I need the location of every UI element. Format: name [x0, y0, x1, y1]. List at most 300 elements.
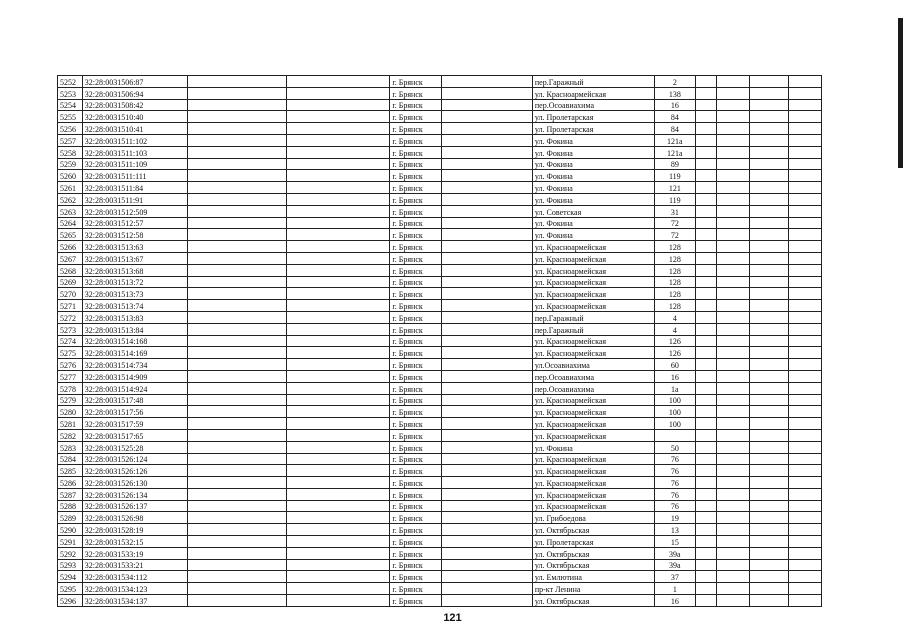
empty-cell [695, 595, 716, 607]
street-cell: ул. Фокина [532, 158, 654, 170]
street-cell: пер.Осоавиахима [532, 370, 654, 382]
page-number: 121 [443, 612, 462, 624]
empty-cell [287, 87, 390, 99]
cadastral-number-cell: 32:28:0031514:909 [82, 370, 187, 382]
house-number-cell: 126 [654, 335, 695, 347]
empty-cell [749, 182, 788, 194]
street-cell: ул. Пролетарская [532, 111, 654, 123]
empty-cell [695, 158, 716, 170]
empty-cell [749, 359, 788, 371]
empty-cell [695, 583, 716, 595]
empty-cell [716, 241, 749, 253]
empty-cell [287, 217, 390, 229]
row-number-cell: 5254 [58, 99, 83, 111]
empty-cell [695, 359, 716, 371]
empty-cell [788, 217, 821, 229]
empty-cell [749, 370, 788, 382]
empty-cell [287, 264, 390, 276]
row-number-cell: 5294 [58, 571, 83, 583]
empty-cell [716, 536, 749, 548]
empty-cell [788, 524, 821, 536]
cadastral-number-cell: 32:28:0031511:109 [82, 158, 187, 170]
empty-cell [442, 76, 533, 88]
empty-cell [716, 123, 749, 135]
empty-cell [716, 182, 749, 194]
city-cell: г. Брянск [390, 335, 442, 347]
street-cell: ул. Фокина [532, 170, 654, 182]
table-row [58, 252, 822, 264]
house-number-cell: 89 [654, 158, 695, 170]
empty-cell [695, 347, 716, 359]
table-row [58, 524, 822, 536]
table-body [58, 76, 822, 607]
empty-cell [287, 465, 390, 477]
empty-cell [188, 335, 287, 347]
empty-cell [695, 488, 716, 500]
city-cell: г. Брянск [390, 595, 442, 607]
empty-cell [442, 311, 533, 323]
empty-cell [749, 418, 788, 430]
empty-cell [749, 276, 788, 288]
city-cell: г. Брянск [390, 394, 442, 406]
empty-cell [788, 335, 821, 347]
empty-cell [287, 241, 390, 253]
house-number-cell: 19 [654, 512, 695, 524]
street-cell: ул. Красноармейская [532, 477, 654, 489]
city-cell: г. Брянск [390, 146, 442, 158]
empty-cell [442, 524, 533, 536]
house-number-cell: 2 [654, 76, 695, 88]
table-row [58, 488, 822, 500]
row-number-cell: 5269 [58, 276, 83, 288]
cadastral-number-cell: 32:28:0031511:103 [82, 146, 187, 158]
empty-cell [188, 76, 287, 88]
empty-cell [749, 87, 788, 99]
empty-cell [442, 547, 533, 559]
empty-cell [442, 87, 533, 99]
cadastral-number-cell: 32:28:0031526:124 [82, 453, 187, 465]
house-number-cell: 84 [654, 111, 695, 123]
empty-cell [749, 300, 788, 312]
row-number-cell: 5265 [58, 229, 83, 241]
empty-cell [788, 453, 821, 465]
empty-cell [287, 335, 390, 347]
empty-cell [442, 370, 533, 382]
cadastral-number-cell: 32:28:0031511:102 [82, 134, 187, 146]
house-number-cell: 1а [654, 382, 695, 394]
table-row [58, 182, 822, 194]
empty-cell [788, 323, 821, 335]
table-row [58, 87, 822, 99]
street-cell: ул. Октябрьская [532, 524, 654, 536]
street-cell: ул. Октябрьская [532, 547, 654, 559]
empty-cell [695, 311, 716, 323]
empty-cell [695, 76, 716, 88]
row-number-cell: 5257 [58, 134, 83, 146]
empty-cell [442, 276, 533, 288]
empty-cell [788, 87, 821, 99]
empty-cell [749, 335, 788, 347]
table-row [58, 583, 822, 595]
table-row [58, 311, 822, 323]
street-cell: ул. Грибоедова [532, 512, 654, 524]
empty-cell [695, 323, 716, 335]
empty-cell [788, 382, 821, 394]
street-cell: ул. Фокина [532, 441, 654, 453]
cadastral-number-cell: 32:28:0031517:59 [82, 418, 187, 430]
empty-cell [188, 300, 287, 312]
table-row [58, 359, 822, 371]
house-number-cell: 16 [654, 370, 695, 382]
house-number-cell: 50 [654, 441, 695, 453]
cadastral-number-cell: 32:28:0031517:65 [82, 429, 187, 441]
empty-cell [716, 252, 749, 264]
street-cell: ул. Красноармейская [532, 465, 654, 477]
empty-cell [188, 288, 287, 300]
city-cell: г. Брянск [390, 465, 442, 477]
empty-cell [442, 323, 533, 335]
city-cell: г. Брянск [390, 323, 442, 335]
cadastral-number-cell: 32:28:0031510:40 [82, 111, 187, 123]
empty-cell [287, 311, 390, 323]
empty-cell [788, 111, 821, 123]
empty-cell [287, 429, 390, 441]
street-cell: ул. Красноармейская [532, 288, 654, 300]
house-number-cell: 16 [654, 595, 695, 607]
empty-cell [749, 99, 788, 111]
empty-cell [788, 347, 821, 359]
empty-cell [749, 229, 788, 241]
empty-cell [749, 252, 788, 264]
row-number-cell: 5252 [58, 76, 83, 88]
row-number-cell: 5263 [58, 205, 83, 217]
empty-cell [695, 335, 716, 347]
house-number-cell: 72 [654, 229, 695, 241]
empty-cell [788, 512, 821, 524]
city-cell: г. Брянск [390, 158, 442, 170]
empty-cell [188, 182, 287, 194]
cadastral-number-cell: 32:28:0031506:87 [82, 76, 187, 88]
row-number-cell: 5259 [58, 158, 83, 170]
empty-cell [716, 418, 749, 430]
empty-cell [749, 205, 788, 217]
row-number-cell: 5260 [58, 170, 83, 182]
row-number-cell: 5286 [58, 477, 83, 489]
empty-cell [788, 134, 821, 146]
empty-cell [788, 300, 821, 312]
street-cell: ул.Осоавиахима [532, 359, 654, 371]
empty-cell [287, 382, 390, 394]
empty-cell [695, 571, 716, 583]
city-cell: г. Брянск [390, 536, 442, 548]
row-number-cell: 5290 [58, 524, 83, 536]
empty-cell [716, 170, 749, 182]
empty-cell [188, 559, 287, 571]
city-cell: г. Брянск [390, 134, 442, 146]
empty-cell [695, 536, 716, 548]
table-row [58, 276, 822, 288]
cadastral-number-cell: 32:28:0031512:57 [82, 217, 187, 229]
empty-cell [287, 488, 390, 500]
empty-cell [442, 111, 533, 123]
empty-cell [788, 441, 821, 453]
street-cell: ул. Фокина [532, 182, 654, 194]
empty-cell [188, 477, 287, 489]
table-row [58, 146, 822, 158]
empty-cell [749, 488, 788, 500]
empty-cell [188, 205, 287, 217]
empty-cell [749, 158, 788, 170]
row-number-cell: 5279 [58, 394, 83, 406]
empty-cell [188, 217, 287, 229]
empty-cell [695, 406, 716, 418]
house-number-cell: 1 [654, 583, 695, 595]
city-cell: г. Брянск [390, 382, 442, 394]
empty-cell [716, 500, 749, 512]
table-row [58, 477, 822, 489]
street-cell: пр-кт Ленина [532, 583, 654, 595]
table-row [58, 370, 822, 382]
cadastral-number-cell: 32:28:0031534:123 [82, 583, 187, 595]
empty-cell [788, 146, 821, 158]
table-row [58, 288, 822, 300]
empty-cell [695, 477, 716, 489]
empty-cell [188, 429, 287, 441]
row-number-cell: 5268 [58, 264, 83, 276]
empty-cell [716, 465, 749, 477]
cadastral-number-cell: 32:28:0031513:63 [82, 241, 187, 253]
house-number-cell: 128 [654, 300, 695, 312]
empty-cell [788, 418, 821, 430]
empty-cell [442, 382, 533, 394]
empty-cell [442, 99, 533, 111]
empty-cell [716, 382, 749, 394]
street-cell: ул. Красноармейская [532, 429, 654, 441]
empty-cell [695, 465, 716, 477]
table-row [58, 536, 822, 548]
empty-cell [442, 429, 533, 441]
empty-cell [188, 418, 287, 430]
empty-cell [287, 571, 390, 583]
empty-cell [749, 170, 788, 182]
empty-cell [695, 453, 716, 465]
street-cell: ул. Красноармейская [532, 252, 654, 264]
empty-cell [749, 571, 788, 583]
empty-cell [716, 335, 749, 347]
empty-cell [188, 229, 287, 241]
house-number-cell: 39а [654, 547, 695, 559]
empty-cell [188, 500, 287, 512]
cadastral-number-cell: 32:28:0031508:42 [82, 99, 187, 111]
empty-cell [287, 477, 390, 489]
cadastral-number-cell: 32:28:0031526:98 [82, 512, 187, 524]
row-number-cell: 5274 [58, 335, 83, 347]
row-number-cell: 5272 [58, 311, 83, 323]
table-row [58, 217, 822, 229]
empty-cell [442, 146, 533, 158]
empty-cell [188, 193, 287, 205]
row-number-cell: 5289 [58, 512, 83, 524]
table-row [58, 76, 822, 88]
empty-cell [749, 559, 788, 571]
empty-cell [749, 477, 788, 489]
house-number-cell: 121а [654, 146, 695, 158]
empty-cell [188, 123, 287, 135]
empty-cell [788, 429, 821, 441]
house-number-cell: 128 [654, 252, 695, 264]
empty-cell [442, 595, 533, 607]
cadastral-number-cell: 32:28:0031528:19 [82, 524, 187, 536]
empty-cell [749, 323, 788, 335]
empty-cell [716, 488, 749, 500]
empty-cell [788, 205, 821, 217]
empty-cell [442, 406, 533, 418]
empty-cell [788, 370, 821, 382]
cadastral-number-cell: 32:28:0031514:168 [82, 335, 187, 347]
table-row [58, 382, 822, 394]
empty-cell [716, 111, 749, 123]
empty-cell [749, 512, 788, 524]
empty-cell [287, 406, 390, 418]
table-row [58, 170, 822, 182]
empty-cell [287, 323, 390, 335]
empty-cell [442, 559, 533, 571]
empty-cell [287, 559, 390, 571]
empty-cell [788, 583, 821, 595]
row-number-cell: 5287 [58, 488, 83, 500]
empty-cell [442, 583, 533, 595]
empty-cell [749, 264, 788, 276]
empty-cell [788, 76, 821, 88]
empty-cell [788, 500, 821, 512]
house-number-cell: 15 [654, 536, 695, 548]
empty-cell [695, 241, 716, 253]
empty-cell [716, 394, 749, 406]
empty-cell [788, 264, 821, 276]
empty-cell [695, 300, 716, 312]
empty-cell [287, 300, 390, 312]
empty-cell [188, 264, 287, 276]
table-row [58, 347, 822, 359]
street-cell: ул. Красноармейская [532, 241, 654, 253]
row-number-cell: 5271 [58, 300, 83, 312]
empty-cell [188, 87, 287, 99]
table-row [58, 406, 822, 418]
empty-cell [749, 536, 788, 548]
empty-cell [749, 134, 788, 146]
empty-cell [788, 477, 821, 489]
cadastral-number-cell: 32:28:0031513:84 [82, 323, 187, 335]
cadastral-number-cell: 32:28:0031511:91 [82, 193, 187, 205]
empty-cell [188, 441, 287, 453]
empty-cell [442, 288, 533, 300]
empty-cell [442, 488, 533, 500]
empty-cell [695, 429, 716, 441]
row-number-cell: 5255 [58, 111, 83, 123]
empty-cell [716, 477, 749, 489]
empty-cell [442, 158, 533, 170]
empty-cell [716, 76, 749, 88]
cadastral-number-cell: 32:28:0031513:73 [82, 288, 187, 300]
empty-cell [716, 453, 749, 465]
registry-table-container [57, 75, 822, 607]
empty-cell [695, 264, 716, 276]
empty-cell [442, 335, 533, 347]
empty-cell [188, 488, 287, 500]
empty-cell [287, 193, 390, 205]
empty-cell [287, 394, 390, 406]
table-row [58, 547, 822, 559]
cadastral-number-cell: 32:28:0031514:924 [82, 382, 187, 394]
house-number-cell: 128 [654, 264, 695, 276]
city-cell: г. Брянск [390, 347, 442, 359]
cadastral-number-cell: 32:28:0031533:19 [82, 547, 187, 559]
cadastral-number-cell: 32:28:0031510:41 [82, 123, 187, 135]
empty-cell [188, 547, 287, 559]
empty-cell [716, 264, 749, 276]
empty-cell [695, 229, 716, 241]
row-number-cell: 5276 [58, 359, 83, 371]
empty-cell [188, 406, 287, 418]
empty-cell [287, 595, 390, 607]
empty-cell [716, 217, 749, 229]
table-row [58, 300, 822, 312]
empty-cell [749, 123, 788, 135]
empty-cell [442, 217, 533, 229]
empty-cell [442, 229, 533, 241]
table-row [58, 241, 822, 253]
house-number-cell: 119 [654, 170, 695, 182]
empty-cell [788, 170, 821, 182]
empty-cell [749, 583, 788, 595]
empty-cell [287, 370, 390, 382]
city-cell: г. Брянск [390, 524, 442, 536]
city-cell: г. Брянск [390, 205, 442, 217]
empty-cell [716, 359, 749, 371]
row-number-cell: 5280 [58, 406, 83, 418]
empty-cell [287, 512, 390, 524]
empty-cell [188, 370, 287, 382]
empty-cell [695, 441, 716, 453]
empty-cell [788, 359, 821, 371]
registry-table [57, 75, 822, 607]
street-cell: ул. Октябрьская [532, 595, 654, 607]
empty-cell [442, 441, 533, 453]
city-cell: г. Брянск [390, 418, 442, 430]
city-cell: г. Брянск [390, 571, 442, 583]
table-row [58, 500, 822, 512]
street-cell: ул. Пролетарская [532, 123, 654, 135]
city-cell: г. Брянск [390, 111, 442, 123]
street-cell: ул. Красноармейская [532, 453, 654, 465]
cadastral-number-cell: 32:28:0031511:111 [82, 170, 187, 182]
city-cell: г. Брянск [390, 512, 442, 524]
empty-cell [788, 158, 821, 170]
empty-cell [442, 193, 533, 205]
empty-cell [287, 536, 390, 548]
empty-cell [287, 500, 390, 512]
empty-cell [788, 394, 821, 406]
empty-cell [442, 300, 533, 312]
empty-cell [716, 406, 749, 418]
cadastral-number-cell: 32:28:0031517:48 [82, 394, 187, 406]
empty-cell [716, 370, 749, 382]
empty-cell [788, 288, 821, 300]
empty-cell [442, 453, 533, 465]
empty-cell [442, 252, 533, 264]
cadastral-number-cell: 32:28:0031511:84 [82, 182, 187, 194]
street-cell: ул. Фокина [532, 134, 654, 146]
